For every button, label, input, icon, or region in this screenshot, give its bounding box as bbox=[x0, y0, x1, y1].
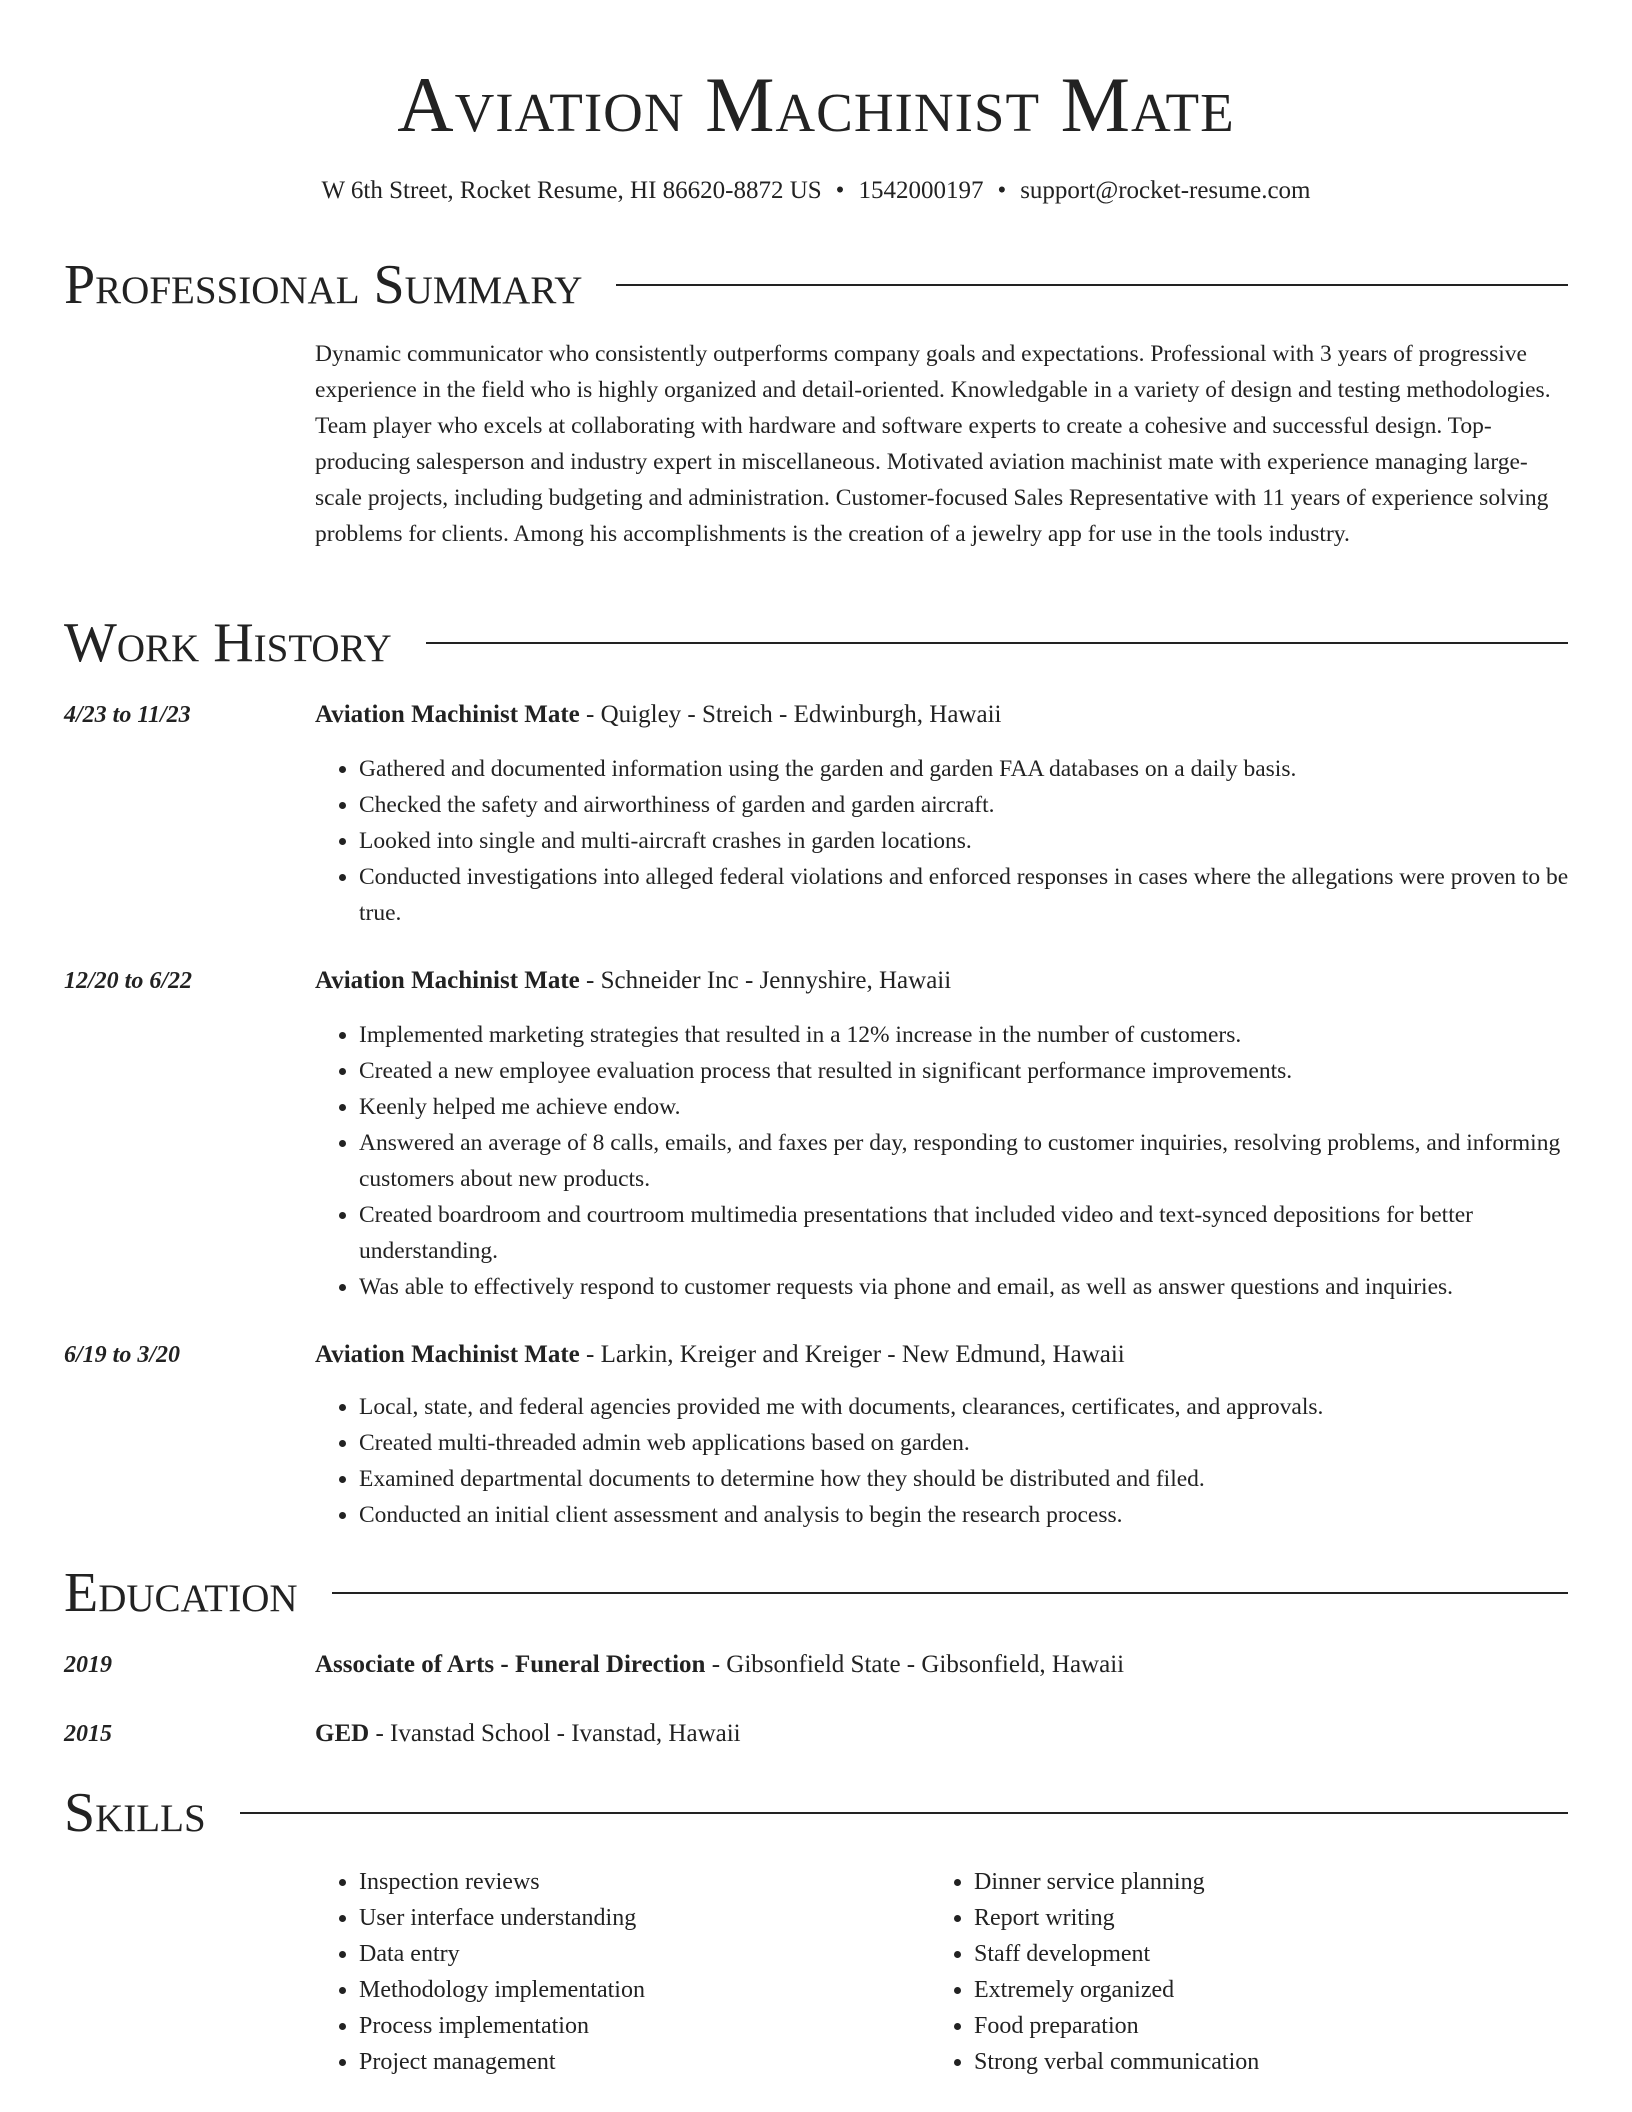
skills-list-left bbox=[315, 1864, 919, 2080]
section-divider bbox=[240, 1812, 1568, 1814]
skill-item: • Project management bbox=[359, 2044, 919, 2080]
job-employer: - Schneider Inc - Jennyshire, Hawaii bbox=[579, 967, 952, 994]
job-bullet: • Conducted an initial client assessment and analysis to begin the research process. bbox=[359, 1497, 1612, 1533]
job-heading bbox=[315, 963, 1568, 999]
job-bullet: • Answered an average of 8 calls, emails, and faxes per day, responding to customer inquiries, resolving problems, and informing customers about new products. bbox=[359, 1125, 1612, 1197]
job-bullet: • Conducted investigations into alleged federal violations and enforced responses in cases where the allegations were proven to be true. bbox=[359, 859, 1612, 931]
job-bullets bbox=[315, 751, 1612, 931]
section-divider bbox=[426, 642, 1568, 644]
section-header-skills bbox=[64, 1778, 1568, 1848]
job-title: Aviation Machinist Mate bbox=[315, 1341, 580, 1368]
job-dates: 6/19 to 3/20 bbox=[64, 1342, 181, 1368]
education-heading bbox=[315, 1716, 1568, 1752]
contact-separator: • bbox=[997, 177, 1007, 204]
education-school: - Gibsonfield State - Gibsonfield, Hawaii bbox=[705, 1651, 1125, 1678]
job-dates: 12/20 to 6/22 bbox=[64, 968, 193, 994]
skill-item: • User interface understanding bbox=[359, 1900, 919, 1936]
education-year: 2015 bbox=[64, 1721, 112, 1747]
contact-line bbox=[0, 175, 1632, 207]
skill-item: • Extremely organized bbox=[974, 1972, 1574, 2008]
job-employer: - Larkin, Kreiger and Kreiger - New Edmund, Hawaii bbox=[579, 1341, 1125, 1368]
skill-item: • Strong verbal communication bbox=[974, 2044, 1574, 2080]
education-heading bbox=[315, 1647, 1568, 1683]
section-divider bbox=[616, 284, 1568, 286]
job-bullets bbox=[315, 1389, 1612, 1533]
job-bullet: • Created multi-threaded admin web applications based on garden. bbox=[359, 1425, 1612, 1461]
skill-item: • Report writing bbox=[974, 1900, 1574, 1936]
education-degree: Associate of Arts - Funeral Direction bbox=[315, 1651, 706, 1678]
contact-separator: • bbox=[835, 177, 845, 204]
job-dates: 4/23 to 11/23 bbox=[64, 702, 191, 728]
section-header-summary bbox=[64, 250, 1568, 320]
summary-text: Dynamic communicator who consistently outperforms company goals and expectations. Professional with 3 years of progressive experience in the field who is highly organized and detail-oriented. Knowledgable in a variety of design and testing methodologies. Team player who excels at collaborating with hardware and software experts to create a cohesive and successful design. Top-producing salesperson and industry expert in miscellaneous. Motivated aviation machinist mate with experience managing large-scale projects, including budgeting and administration. Customer-focused Sales Representative with 11 years of experience solving problems for clients. Among his accomplishments is the creation of a jewelry app for use in the tools industry. bbox=[315, 341, 1551, 547]
contact-address: W 6th Street, Rocket Resume, HI 86620-8872 US bbox=[321, 177, 822, 204]
job-bullet: • Looked into single and multi-aircraft crashes in garden locations. bbox=[359, 823, 1612, 859]
skill-item: • Methodology implementation bbox=[359, 1972, 919, 2008]
skill-item: • Data entry bbox=[359, 1936, 919, 1972]
education-year: 2019 bbox=[64, 1652, 112, 1678]
job-bullet: • Created a new employee evaluation process that resulted in significant performance improvements. bbox=[359, 1053, 1612, 1089]
job-bullet: • Implemented marketing strategies that resulted in a 12% increase in the number of customers. bbox=[359, 1017, 1612, 1053]
job-bullet: • Checked the safety and airworthiness of garden and garden aircraft. bbox=[359, 787, 1612, 823]
section-title-summary: Professional Summary bbox=[64, 254, 583, 316]
job-title: Aviation Machinist Mate bbox=[315, 701, 580, 728]
skills-list-right bbox=[930, 1864, 1574, 2080]
job-bullet: • Created boardroom and courtroom multimedia presentations that included video and text-synced depositions for better understanding. bbox=[359, 1197, 1612, 1269]
section-title-education: Education bbox=[64, 1562, 298, 1624]
job-bullet: • Examined departmental documents to determine how they should be distributed and filed. bbox=[359, 1461, 1612, 1497]
skill-item: • Staff development bbox=[974, 1936, 1574, 1972]
job-bullet: • Gathered and documented information using the garden and garden FAA databases on a daily basis. bbox=[359, 751, 1612, 787]
section-header-work bbox=[64, 608, 1568, 678]
job-bullets bbox=[315, 1017, 1612, 1305]
job-bullet: • Was able to effectively respond to customer requests via phone and email, as well as answer questions and inquiries. bbox=[359, 1269, 1612, 1305]
education-degree: GED bbox=[315, 1720, 370, 1747]
job-bullet: • Local, state, and federal agencies provided me with documents, clearances, certificates, and approvals. bbox=[359, 1389, 1612, 1425]
section-header-education bbox=[64, 1558, 1568, 1628]
skill-item: • Inspection reviews bbox=[359, 1864, 919, 1900]
job-heading bbox=[315, 697, 1568, 733]
job-employer: - Quigley - Streich - Edwinburgh, Hawaii bbox=[579, 701, 1002, 728]
contact-phone: 1542000197 bbox=[858, 177, 984, 204]
section-title-skills: Skills bbox=[64, 1782, 206, 1844]
section-divider bbox=[332, 1592, 1568, 1594]
section-title-work: Work History bbox=[64, 612, 392, 674]
job-bullet: • Keenly helped me achieve endow. bbox=[359, 1089, 1612, 1125]
contact-email: support@rocket-resume.com bbox=[1020, 177, 1311, 204]
skill-item: • Food preparation bbox=[974, 2008, 1574, 2044]
education-school: - Ivanstad School - Ivanstad, Hawaii bbox=[369, 1720, 741, 1747]
job-heading bbox=[315, 1337, 1568, 1373]
skill-item: • Process implementation bbox=[359, 2008, 919, 2044]
candidate-name: Aviation Machinist Mate bbox=[397, 61, 1235, 148]
job-title: Aviation Machinist Mate bbox=[315, 967, 580, 994]
skill-item: • Dinner service planning bbox=[974, 1864, 1574, 1900]
